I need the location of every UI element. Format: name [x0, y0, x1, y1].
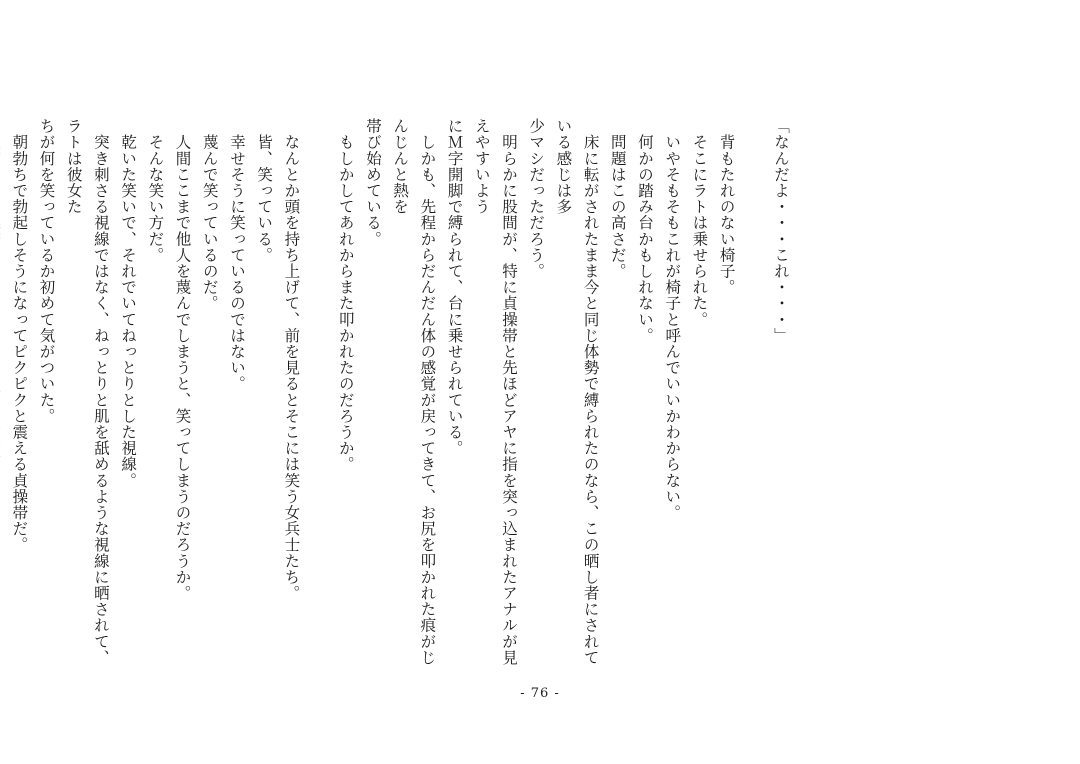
- text-line: なんとか頭を持ち上げて、前を見るとそこには笑う女兵士たち。: [282, 118, 301, 601]
- text-line: 突き刺さる視線ではなく、ねっとりと肌を舐めるような視線に晒されて、ラトは彼女た: [64, 118, 110, 666]
- text-line: しかも、先程からだんだん体の感覚が戻ってきて、お尻を叩かれた痕がじんじんと熱を: [391, 118, 437, 666]
- text-line: 帯び始めている。: [363, 118, 382, 247]
- text-line: 少マシだっただろう。: [527, 118, 546, 279]
- text-line: 何かの踏み台かもしれない。: [635, 118, 654, 344]
- text-line: 背もたれのない椅子。: [717, 118, 736, 296]
- text-line: 幸せそうに笑っているのではない。: [227, 118, 246, 392]
- text-line: いやそもそもこれが椅子と呼んでいいかわからない。: [663, 118, 682, 521]
- text-line: もしかしてあれからまた叩かれたのだろうか。: [336, 118, 355, 473]
- text-line: 問題はこの高さだ。: [608, 118, 627, 279]
- text-line: にＭ字開脚で縛られて、台に乗せられている。: [445, 118, 464, 457]
- blank-line: [740, 118, 767, 678]
- text-line: 明らかに股間が、特に貞操帯と先ほどアヤに指を突っ込まれたアナルが見えやすいよう: [472, 118, 518, 666]
- page-number: - 76 -: [520, 686, 560, 701]
- vertical-text-body: [10, 118, 794, 678]
- text-line: そんな笑い方だ。: [146, 118, 165, 263]
- text-line: 人間ここまで他人を蔑んでしまうと、笑ってしまうのだろうか。: [173, 118, 192, 601]
- text-line: 皆、笑っている。: [255, 118, 274, 263]
- text-line: [0, 118, 5, 678]
- text-line: 蔑んで笑っているのだ。: [200, 118, 219, 312]
- text-line: 「なんだよ・・・これ・・・」: [772, 118, 790, 344]
- blank-line: [304, 118, 331, 678]
- text-line: 朝勃ちで勃起しそうになってピクピクと震える貞操帯だ。: [10, 118, 29, 553]
- text-line: そこにラトは乗せられた。: [690, 118, 709, 328]
- text-line: ちが何を笑っているか初めて気がついた。: [37, 118, 56, 424]
- text-line: 床に転がされたまま今と同じ体勢で縛られたのなら、この晒し者にされている感じは多: [554, 118, 600, 666]
- text-line: 乾いた笑いで、それでいてねっとりとした視線。: [119, 118, 138, 489]
